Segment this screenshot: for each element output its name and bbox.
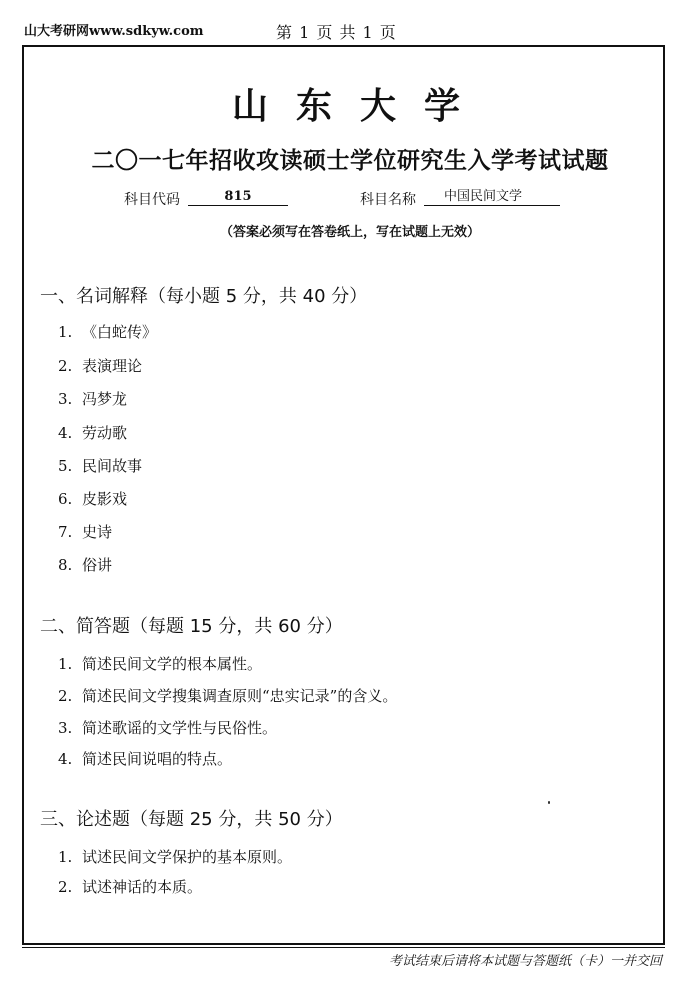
question-text: 史诗: [82, 523, 113, 541]
exam-title: 二〇一七年招收攻读硕士学位研究生入学考试试题: [91, 147, 609, 174]
question-text: 俗讲: [82, 556, 113, 574]
question-number: 1.: [58, 848, 73, 866]
question-number: 1.: [58, 655, 73, 673]
question-text: 简述歌谣的文学性与民俗性。: [82, 719, 278, 737]
subject-code-value: 815: [188, 189, 288, 206]
question-item: [58, 717, 277, 738]
question-item: [58, 521, 112, 542]
subject-name-value: 中国民间文学: [424, 189, 560, 206]
question-item: [58, 748, 232, 769]
footer-note: 考试结束后请将本试题与答题纸（卡）一并交回: [388, 954, 662, 969]
section-heading-terms: 一、名词解释（每小题 5 分，共 40 分）: [40, 286, 368, 307]
question-number: 4.: [58, 750, 73, 768]
question-number: 3.: [58, 719, 73, 737]
question-number: 4.: [58, 424, 73, 442]
question-number: 2.: [58, 357, 73, 375]
question-text: 简述民间说唱的特点。: [82, 750, 233, 768]
question-item: [58, 355, 142, 376]
answer-notice: （答案必须写在答卷纸上，写在试题上无效）: [219, 225, 480, 240]
question-item: [58, 685, 397, 706]
question-text: 冯梦龙: [82, 390, 128, 408]
question-text: 简述民间文学的根本属性。: [82, 655, 263, 673]
question-number: 7.: [58, 523, 73, 541]
question-text: 皮影戏: [82, 490, 128, 508]
question-item: [58, 422, 127, 443]
question-item: [58, 321, 157, 342]
question-number: 5.: [58, 457, 73, 475]
question-number: 1.: [58, 323, 73, 341]
question-item: [58, 554, 112, 575]
scan-speck: [548, 801, 550, 804]
question-text: 表演理论: [82, 357, 143, 375]
subject-name-label: 科目名称: [360, 192, 416, 208]
question-item: [58, 876, 202, 897]
section-heading-essay: 三、论述题（每题 25 分，共 50 分）: [40, 809, 343, 830]
subject-code-label: 科目代码: [124, 192, 180, 208]
question-item: [58, 653, 262, 674]
question-item: [58, 488, 127, 509]
question-number: 8.: [58, 556, 73, 574]
question-number: 2.: [58, 687, 73, 705]
question-number: 3.: [58, 390, 73, 408]
question-text: 《白蛇传》: [82, 323, 158, 341]
question-text: 民间故事: [82, 457, 143, 475]
page-indicator: 第 1 页 共 1 页: [276, 23, 397, 42]
section-heading-short-answer: 二、简答题（每题 15 分，共 60 分）: [40, 616, 343, 637]
question-number: 6.: [58, 490, 73, 508]
question-text: 简述民间文学搜集调查原则“忠实记录”的含义。: [82, 687, 398, 705]
question-text: 劳动歌: [82, 424, 128, 442]
question-item: [58, 846, 292, 867]
question-text: 试述民间文学保护的基本原则。: [82, 848, 293, 866]
question-text: 试述神话的本质。: [82, 878, 203, 896]
question-item: [58, 455, 142, 476]
question-number: 2.: [58, 878, 73, 896]
question-item: [58, 388, 127, 409]
footer-rule: [22, 947, 665, 948]
site-brand: 山大考研网www.sdkyw.com: [24, 24, 204, 39]
university-title: 山东大学: [231, 85, 488, 127]
